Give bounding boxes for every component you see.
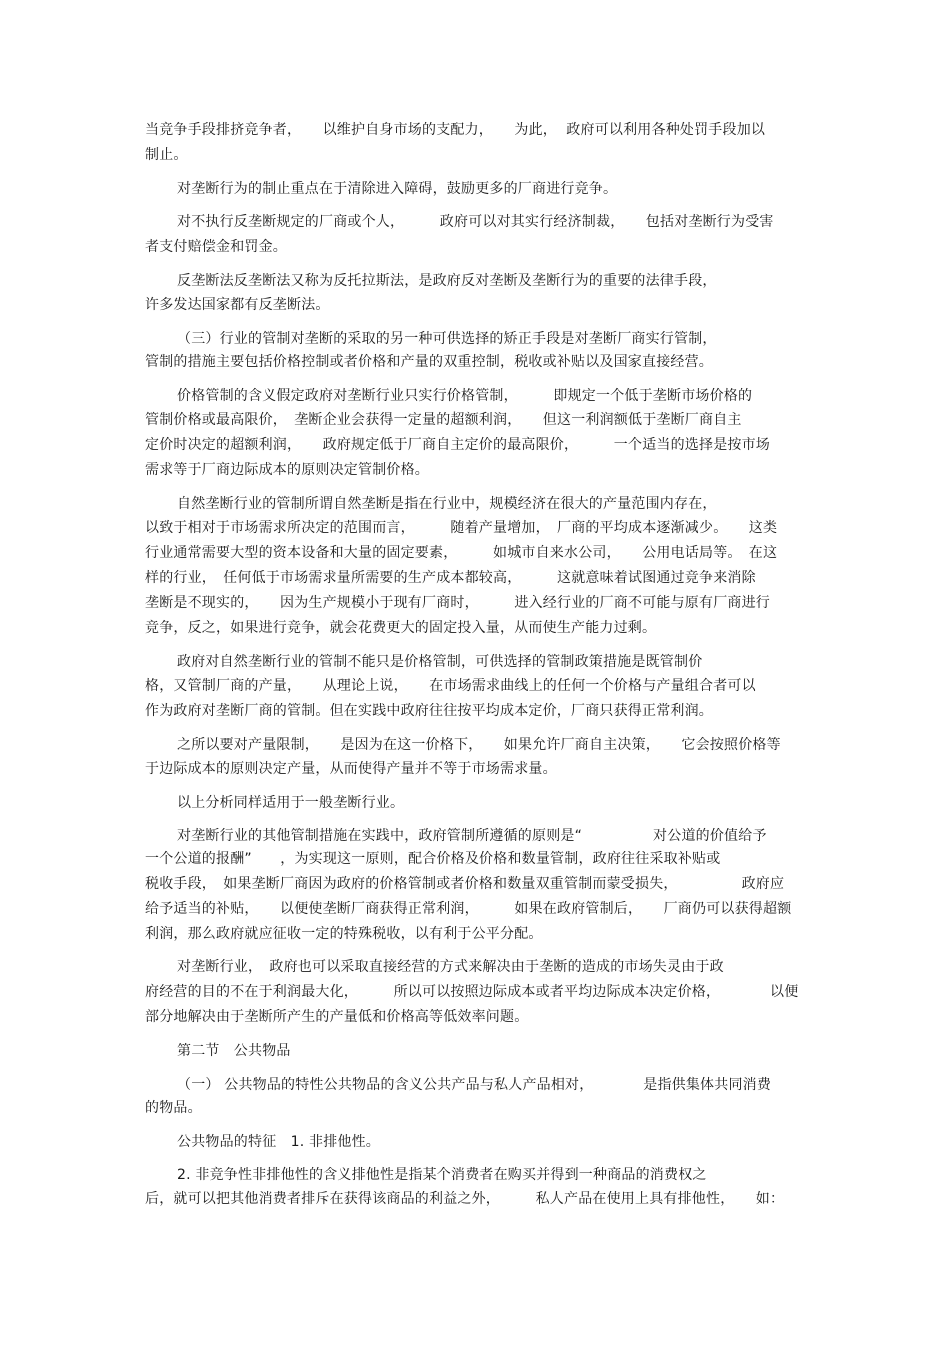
text-line: 利润，那么政府就应征收一定的特殊税收，以有利于公平分配。 — [145, 926, 543, 942]
text-line: 垄断是不现实的， 因为生产规模小于现有厂商时， 进入经行业的厂商不可能与原有厂商进行 — [145, 595, 770, 611]
text-line: 给予适当的补贴， 以便使垄断厂商获得正常利润， 如果在政府管制后， 厂商仍可以获得超额 — [145, 901, 792, 917]
text-line: 公共物品的特征 1. 非排他性。 — [177, 1134, 381, 1150]
text-line: 之所以要对产量限制， 是因为在这一价格下， 如果允许厂商自主决策， 它会按照价格等 — [177, 737, 781, 753]
text-line: 定价时决定的超额利润， 政府规定低于厂商自主定价的最高限价， 一个适当的选择是按市场 — [145, 437, 770, 453]
text-line: 许多发达国家都有反垄断法。 — [145, 297, 330, 313]
text-line: 对垄断行为的制止重点在于清除进入障碍，鼓励更多的厂商进行竞争。 — [177, 181, 618, 197]
text-line: 制止。 — [145, 147, 188, 163]
text-line: （一） 公共物品的特性公共物品的含义公共产品与私人产品相对， 是指供集体共同消费 — [177, 1077, 772, 1093]
text-line: 管制价格或最高限价， 垄断企业会获得一定量的超额利润， 但这一利润额低于垄断厂商自主 — [145, 412, 742, 428]
section-title: 第二节 公共物品 — [177, 1043, 291, 1059]
text-line: 对不执行反垄断规定的厂商或个人， 政府可以对其实行经济制裁， 包括对垄断行为受害 — [177, 214, 774, 230]
text-line: 需求等于厂商边际成本的原则决定管制价格。 — [145, 462, 429, 478]
text-line: 行业通常需要大型的资本设备和大量的固定要素， 如城市自来水公司， 公用电话局等。 在这 — [145, 545, 778, 561]
text-line: 对垄断行业， 政府也可以采取直接经营的方式来解决由于垄断的造成的市场失灵由于政 — [177, 959, 724, 975]
text-line: 一个公道的报酬” ，为实现这一原则，配合价格及价格和数量管制，政府往往采取补贴或 — [145, 851, 721, 867]
text-line: 反垄断法反垄断法又称为反托拉斯法，是政府反对垄断及垄断行为的重要的法律手段， — [177, 273, 717, 289]
text-line: 以致于相对于市场需求所决定的范围而言， 随着产量增加， 厂商的平均成本逐渐减少。 这类 — [145, 520, 778, 536]
text-line: 的物品。 — [145, 1100, 202, 1116]
text-line: 对垄断行业的其他管制措施在实践中，政府管制所遵循的原则是“ 对公道的价值给予 — [177, 828, 767, 844]
text-line: 以上分析同样适用于一般垄断行业。 — [177, 795, 405, 811]
text-line: 后，就可以把其他消费者排斥在获得该商品的利益之外， 私人产品在使用上具有排他性， 如： — [145, 1191, 785, 1207]
text-line: 政府对自然垄断行业的管制不能只是价格管制，可供选择的管制政策措施是既管制价 — [177, 654, 703, 670]
text-line: 价格管制的含义假定政府对垄断行业只实行价格管制， 即规定一个低于垄断市场价格的 — [177, 388, 753, 404]
text-line: 税收手段， 如果垄断厂商因为政府的价格管制或者价格和数量双重管制而蒙受损失， 政府应 — [145, 876, 785, 892]
text-line: 部分地解决由于垄断所产生的产量低和价格高等低效率问题。 — [145, 1009, 529, 1025]
text-line: 者支付赔偿金和罚金。 — [145, 239, 287, 255]
text-line: 竞争，反之，如果进行竞争，就会花费更大的固定投入量，从而使生产能力过剩。 — [145, 620, 657, 636]
text-line: （三）行业的管制对垄断的采取的另一种可供选择的矫正手段是对垄断厂商实行管制， — [177, 331, 717, 347]
text-line: 府经营的目的不在于利润最大化， 所以可以按照边际成本或者平均边际成本决定价格， 以便 — [145, 984, 799, 1000]
text-line: 自然垄断行业的管制所谓自然垄断是指在行业中，规模经济在很大的产量范围内存在， — [177, 496, 717, 512]
text-line: 格，又管制厂商的产量， 从理论上说， 在市场需求曲线上的任何一个价格与产量组合者可以 — [145, 678, 756, 694]
text-line: 管制的措施主要包括价格控制或者价格和产量的双重控制，税收或补贴以及国家直接经营。 — [145, 354, 713, 370]
text-line: 当竞争手段排挤竞争者， 以维护自身市场的支配力， 为此， 政府可以利用各种处罚手段加以 — [145, 122, 766, 138]
text-line: 作为政府对垄断厂商的管制。但在实践中政府往往按平均成本定价，厂商只获得正常利润。 — [145, 703, 713, 719]
text-line: 样的行业， 任何低于市场需求量所需要的生产成本都较高， 这就意味着试图通过竞争来消除 — [145, 570, 756, 586]
text-line: 于边际成本的原则决定产量，从而使得产量并不等于市场需求量。 — [145, 761, 557, 777]
text-line: 2. 非竞争性非排他性的含义排他性是指某个消费者在购买并得到一种商品的消费权之 — [177, 1167, 707, 1183]
